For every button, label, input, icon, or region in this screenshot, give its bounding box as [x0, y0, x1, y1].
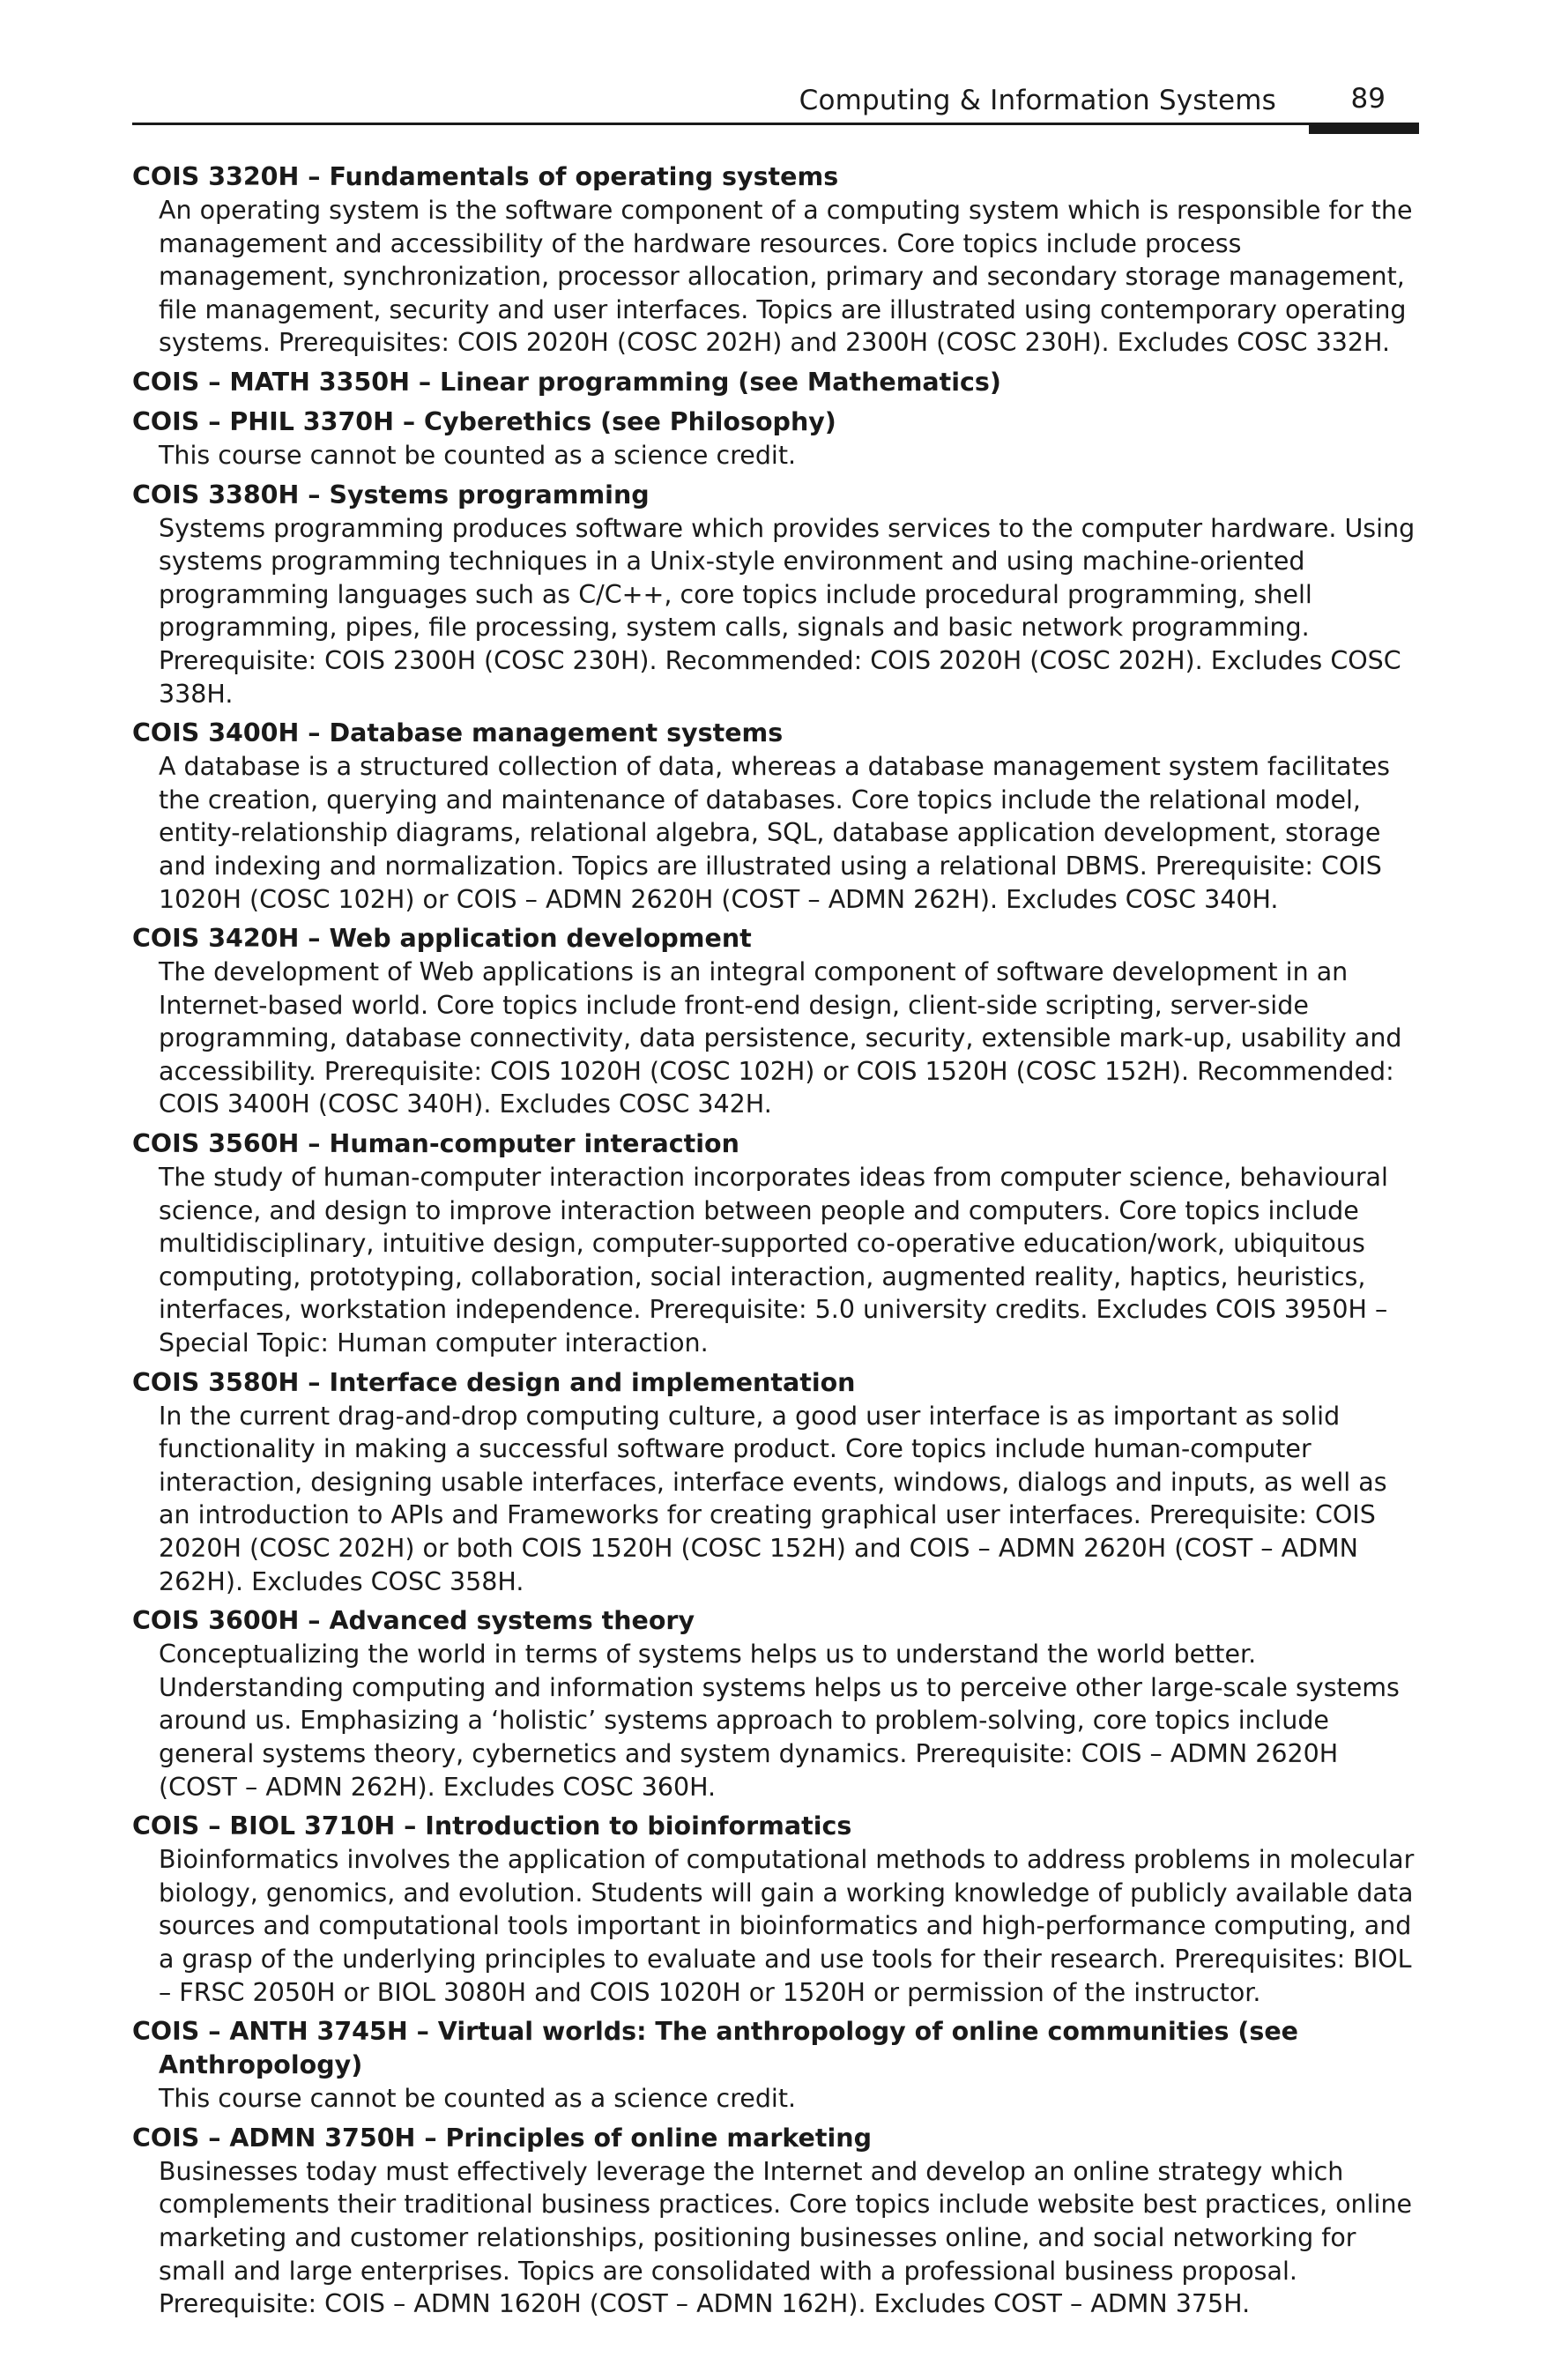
course-description: Systems programming produces software which provides services to the computer hardware. Using systems programming techniques in a Unix-style environment and using machine-oriented programming languages such as C/C++, core topics include procedural programming, shell programming, pipes, file processing, system calls, signals and basic network programming. Prerequisite: COIS 2300H (COSC 230H). Recommended: COIS 2020H (COSC 202H). Excludes COSC 338H. [159, 513, 1416, 709]
course-entry-cois-3420h [132, 922, 1421, 1121]
course-entry-cois-phil-3370h [132, 405, 1421, 472]
course-entry-cois-3380h [132, 479, 1421, 711]
page-header [132, 74, 1419, 130]
running-header-title: Computing & Information Systems [799, 85, 1276, 116]
course-entry-cois-anth-3745h [132, 2015, 1421, 2116]
course-title: COIS – BIOL 3710H – Introduction to bioinformatics [132, 1811, 852, 1841]
header-rule-block [1309, 123, 1419, 134]
course-title: COIS – ANTH 3745H – Virtual worlds: The anthropology of online communities (see Anthropology) [132, 2017, 1298, 2080]
course-title: COIS 3600H – Advanced systems theory [132, 1606, 695, 1636]
course-entry-cois-admn-3750h [132, 2122, 1421, 2321]
course-title: COIS 3380H – Systems programming [132, 480, 650, 509]
course-title: COIS 3420H – Web application development [132, 924, 752, 954]
course-description: An operating system is the software component of a computing system which is responsible for the management and accessibility of the hardware resources. Core topics include process management, synchronization, processor allocation, primary and secondary storage management, file management, security and user interfaces. Topics are illustrated using contemporary operating systems. Prerequisites: COIS 2020H (COSC 202H) and 2300H (COSC 230H). Excludes COSC 332H. [159, 196, 1413, 358]
course-entry-cois-3320h [132, 160, 1421, 360]
course-entry-cois-math-3350h [132, 366, 1421, 399]
course-description: A database is a structured collection of data, whereas a database management system facilitates the creation, querying and maintenance of databases. Core topics include the relational model, entity-relationship diagrams, relational algebra, SQL, database application development, storage and indexing and normalization. Topics are illustrated using a relational DBMS. Prerequisite: COIS 1020H (COSC 102H) or COIS – ADMN 2620H (COST – ADMN 262H). Excludes COSC 340H. [159, 752, 1391, 914]
course-description: In the current drag-and-drop computing culture, a good user interface is as important as solid functionality in making a successful software product. Core topics include human-computer interaction, designing usable interfaces, interface events, windows, dialogs and inputs, as well as an introduction to APIs and Frameworks for creating graphical user interfaces. Prerequisite: COIS 2020H (COSC 202H) or both COIS 1520H (COSC 152H) and COIS – ADMN 2620H (COST – ADMN 262H). Excludes COSC 358H. [159, 1401, 1387, 1596]
course-description: Businesses today must effectively leverage the Internet and develop an online strategy which complements their traditional business practices. Core topics include website best practices, online marketing and customer relationships, positioning businesses online, and social networking for small and large enterprises. Topics are consolidated with a professional business proposal. Prerequisite: COIS – ADMN 1620H (COST – ADMN 162H). Excludes COST – ADMN 375H. [159, 2156, 1413, 2319]
course-description: The development of Web applications is an integral component of software development in an Internet-based world. Core topics include front-end design, client-side scripting, server-side programming, database connectivity, data persistence, security, extensible mark-up, usability and accessibility. Prerequisite: COIS 1020H (COSC 102H) or COIS 1520H (COSC 152H). Recommended: COIS 3400H (COSC 340H). Excludes COSC 342H. [159, 957, 1402, 1119]
course-title: COIS – MATH 3350H – Linear programming (see Mathematics) [132, 367, 1001, 397]
page-number: 89 [1350, 83, 1386, 115]
course-description: Bioinformatics involves the application of computational methods to address problems in molecular biology, genomics, and evolution. Students will gain a working knowledge of publicly available data sources and computational tools important in bioinformatics and high-performance computing, and a grasp of the underlying principles to evaluate and use tools for their research. Prerequisites: BIOL – FRSC 2050H or BIOL 3080H and COIS 1020H or 1520H or permission of the instructor. [159, 1845, 1415, 2007]
course-entry-cois-3400h [132, 717, 1421, 916]
course-title: COIS – PHIL 3370H – Cyberethics (see Philosophy) [132, 406, 836, 436]
course-entry-cois-3560h [132, 1127, 1421, 1360]
course-entry-cois-3580h [132, 1366, 1421, 1599]
course-description: This course cannot be counted as a science credit. [159, 440, 797, 470]
course-title: COIS 3560H – Human-computer interaction [132, 1129, 739, 1159]
course-list [132, 160, 1421, 2327]
course-title: COIS – ADMN 3750H – Principles of online marketing [132, 2123, 872, 2153]
header-rule [132, 123, 1419, 125]
course-entry-cois-3600h [132, 1604, 1421, 1804]
course-description: The study of human-computer interaction incorporates ideas from computer science, behavioural science, and design to improve interaction between people and computers. Core topics include multidisciplinary, intuitive design, computer-supported co-operative education/work, ubiquitous computing, prototyping, collaboration, social interaction, augmented reality, haptics, heuristics, interfaces, workstation independence. Prerequisite: 5.0 university credits. Excludes COIS 3950H – Special Topic: Human computer interaction. [159, 1163, 1388, 1358]
course-title: COIS 3580H – Interface design and implementation [132, 1367, 856, 1397]
course-description: This course cannot be counted as a science credit. [159, 2084, 797, 2114]
course-title: COIS 3400H – Database management systems [132, 718, 784, 748]
course-description: Conceptualizing the world in terms of systems helps us to understand the world better. Understanding computing and information systems helps us to perceive other large-scale systems around us. Emphasizing a ‘holistic’ systems approach to problem-solving, core topics include general systems theory, cybernetics and system dynamics. Prerequisite: COIS – ADMN 2620H (COST – ADMN 262H). Excludes COSC 360H. [159, 1640, 1400, 1802]
course-entry-cois-biol-3710h [132, 1810, 1421, 2009]
course-title: COIS 3320H – Fundamentals of operating systems [132, 162, 839, 191]
